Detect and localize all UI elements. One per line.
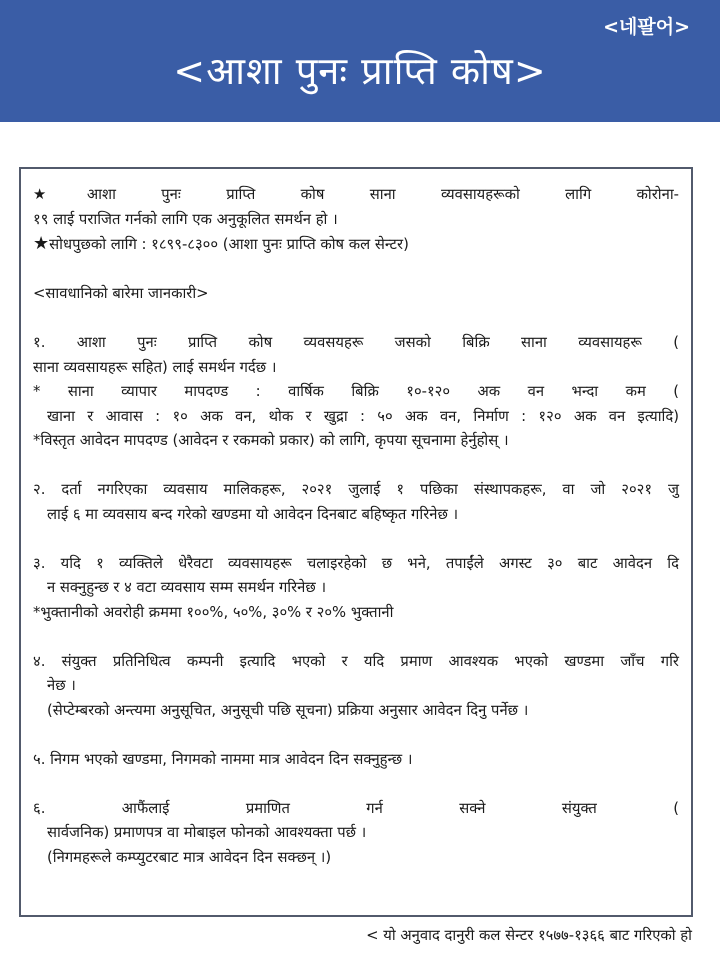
- item-1-note-1-line-2: खाना र आवास : १० अक वन, थोक र खुद्रा : ५० अक वन, निर्माण : १२० अक वन इत्यादि): [47, 407, 679, 425]
- intro-line-2: १९ लाई पराजित गर्नको लागि एक अनुकूलित समर्थन हो ।: [33, 210, 338, 228]
- intro-line-1: ★आशा पुनः प्राप्ति कोष साना व्यवसायहरूको लागि कोरोना-: [33, 186, 679, 203]
- item-3-line-1: ३. यदि १ व्यक्तिले धेरैवटा व्यवसायहरू चलाइरहेको छ भने, तपाईंले अगस्ट ३० बाट आवेदन दि: [33, 554, 679, 572]
- caution-heading: <सावधानिको बारेमा जानकारी>: [33, 285, 209, 302]
- star-icon: ★: [33, 233, 50, 254]
- page-title: <आशा पुनः प्राप्ति कोष>: [173, 49, 547, 93]
- item-6-line-2: सार्वजनिक) प्रमाणपत्र वा मोबाइल फोनको आवश्यक्ता पर्छ ।: [47, 824, 367, 841]
- header-banner: [0, 0, 720, 122]
- spacer: [33, 307, 679, 332]
- item-1-note-1-line-1: * साना व्यापार मापदण्ड : वार्षिक बिक्रि १०-१२० अक वन भन्दा कम (: [33, 383, 679, 400]
- item-2-line-1: २. दर्ता नगरिएका व्यवसाय मालिकहरू, २०२१ जुलाई १ पछिका संस्थापकहरू, वा जो २०२१ जु: [33, 481, 679, 498]
- item-6-note: (निगमहरूले कम्प्युटरबाट मात्र आवेदन दिन सक्छन् ।): [47, 848, 332, 866]
- item-4-note: (सेप्टेम्बरको अन्त्यमा अनुसूचित, अनुसूची पछि सूचना) प्रक्रिया अनुसार आवेदन दिनु पर्नेछ ।: [47, 701, 529, 719]
- inquiry-line: [33, 232, 679, 258]
- item-1-note-2: *विस्तृत आवेदन मापदण्ड (आवेदन र रकमको प्रकार) को लागि, कृपया सूचनामा हेर्नुहोस् ।: [33, 432, 509, 449]
- spacer: [33, 527, 679, 552]
- item-6-line-1: ६. आफैंलाई प्रमाणित गर्न सक्ने संयुक्त (: [33, 799, 679, 817]
- item-1-line-1: १. आशा पुनः प्राप्ति कोष व्यवसयहरू जसको बिक्रि साना व्यवसायहरू (: [33, 334, 679, 351]
- inquiry-text: सोधपुछको लागि : १८९९-८३०० (आशा पुनः प्राप्ति कोष कल सेन्टर): [49, 236, 409, 253]
- spacer: [33, 625, 679, 650]
- content-box: [19, 167, 693, 917]
- item-5: ५. निगम भएको खण्डमा, निगमको नाममा मात्र आवेदन दिन सक्नुहुन्छ ।: [33, 750, 413, 768]
- item-3-line-2: न सक्नुहुन्छ र ४ वटा व्यवसाय सम्म समर्थन गरिनेछ ।: [47, 579, 327, 596]
- item-2-line-2: लाई ६ मा व्यवसाय बन्द गरेको खण्डमा यो आवेदन दिनबाट बहिष्कृत गरिनेछ ।: [47, 505, 459, 523]
- item-1-line-2: साना व्यवसायहरू सहित) लाई समर्थन गर्दछ ।: [33, 358, 277, 376]
- spacer: [33, 258, 679, 283]
- spacer: [33, 454, 679, 479]
- item-4-line-1: ४. संयुक्त प्रतिनिधित्व कम्पनी इत्यादि भएको र यदि प्रमाण आवश्यक भएको खण्डमा जाँच गरि: [33, 652, 679, 670]
- item-4-line-2: नेछ ।: [47, 677, 76, 694]
- translation-credit: < यो अनुवाद दानुरी कल सेन्टर १५७७-१३६६ बाट गरिएको हो: [366, 927, 692, 944]
- spacer: [33, 772, 679, 797]
- item-3-note: *भुक्तानीको अवरोही क्रममा १००%, ५०%, ३०% र २०% भुक्तानी: [33, 603, 394, 621]
- spacer: [33, 723, 679, 748]
- language-tag: <네팔어>: [603, 16, 690, 38]
